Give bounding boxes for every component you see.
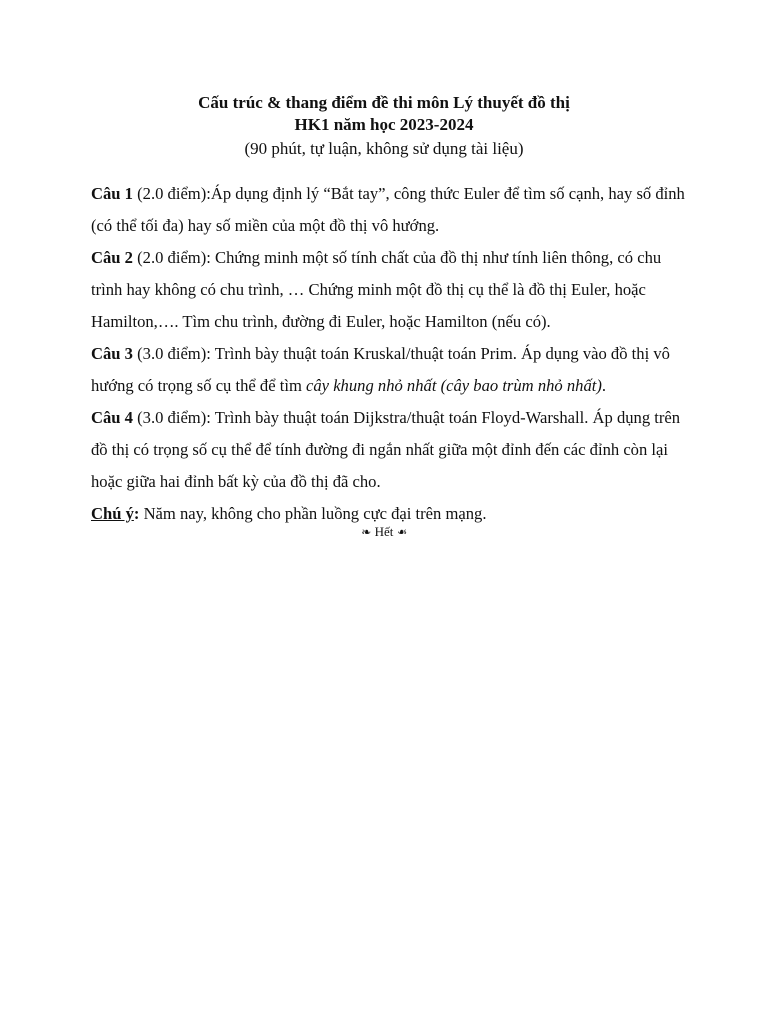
document-subtitle: (90 phút, tự luận, không sử dụng tài liệu) xyxy=(244,139,524,158)
question-3 xyxy=(91,338,691,402)
document-body xyxy=(91,178,691,530)
question-1 xyxy=(91,178,691,242)
question-3-italic-term: cây khung nhỏ nhất (cây bao trùm nhỏ nhất) xyxy=(306,376,602,395)
fleuron-left-icon: ❧ xyxy=(361,525,372,539)
fleuron-right-icon: ❧ xyxy=(396,525,407,539)
question-3-label: Câu 3 xyxy=(91,344,133,363)
document-title-line-2: HK1 năm học 2023-2024 xyxy=(294,115,474,134)
document-title-line-1: Cấu trúc & thang điểm đề thi môn Lý thuyết đồ thị xyxy=(198,93,570,112)
question-4-text: Trình bày thuật toán Dijkstra/thuật toán Floyd-Warshall. Áp dụng trên đồ thị có trọng số cụ thể để tính đường đi ngắn nhất giữa một đỉnh đến các đỉnh còn lại hoặc giữa hai đỉnh bất kỳ của đồ thị đã cho. xyxy=(91,408,681,491)
question-2 xyxy=(91,242,691,338)
question-2-points: (2.0 điểm): xyxy=(132,248,211,267)
question-2-text: Chứng minh một số tính chất của đồ thị như tính liên thông, có chu trình hay không có chu trình, … Chứng minh một đồ thị cụ thể là đồ thị Euler, hoặc Hamilton,…. Tìm chu trình, đường đi Euler, hoặc Hamilton (nếu có). xyxy=(91,248,662,331)
question-4-label: Câu 4 xyxy=(91,408,133,427)
question-3-text-end: . xyxy=(601,376,607,395)
end-mark-text: Hết xyxy=(371,524,397,539)
question-1-text: Áp dụng định lý “Bắt tay”, công thức Euler để tìm số cạnh, hay số đỉnh (có thể tối đa) hay số miền của một đồ thị vô hướng. xyxy=(91,184,685,235)
question-1-points: (2.0 điểm): xyxy=(132,184,211,203)
end-mark xyxy=(0,522,768,542)
question-4 xyxy=(91,402,691,498)
question-3-text: Trình bày thuật toán Kruskal/thuật toán Prim. Áp dụng vào đồ thị vô hướng có trọng số cụ thể để tìm xyxy=(91,344,670,395)
question-3-points: (3.0 điểm): xyxy=(132,344,211,363)
question-2-label: Câu 2 xyxy=(91,248,133,267)
question-1-label: Câu 1 xyxy=(91,184,133,203)
note-label: Chú ý xyxy=(91,504,134,523)
document-header xyxy=(0,92,768,161)
note-colon: : xyxy=(133,504,140,523)
note-text: Năm nay, không cho phần luồng cực đại trên mạng. xyxy=(139,504,487,523)
question-4-points: (3.0 điểm): xyxy=(132,408,211,427)
